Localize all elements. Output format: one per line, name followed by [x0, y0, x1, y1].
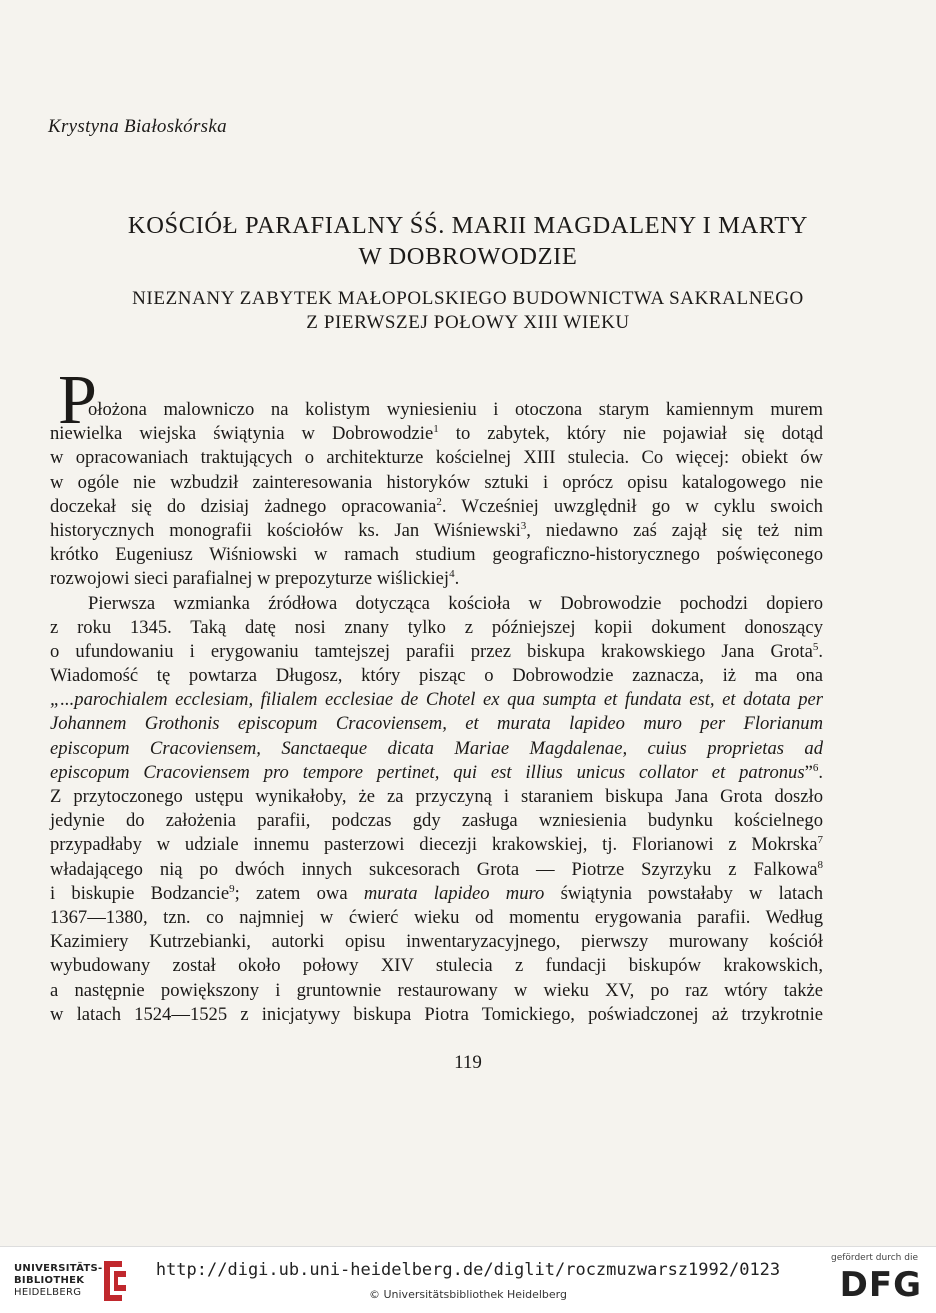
dfg-logo: DFG	[839, 1265, 922, 1305]
body-line: doczekał się do dzisiaj żadnego opracowania$^2$. Wcześniej uwzględnił go w cyklu swoich	[50, 495, 823, 517]
body-line: wybudowany został około połowy XIV stulecia z fundacji biskupów krakowskich,	[50, 955, 823, 977]
body-line: przypadłaby w udziale innemu pasterzowi diecezji krakowskiej, tj. Florianowi z Mokrska$^7$	[50, 834, 823, 856]
article-subtitle	[40, 287, 896, 335]
body-line: o ufundowaniu i erygowaniu tamtejszej parafii przez biskupa krakowskiego Jana Grota$^5$.	[50, 640, 823, 662]
viewer-footer	[0, 1246, 936, 1313]
body-text	[50, 398, 823, 1027]
body-line: 1367—1380, tzn. co najmniej w ćwierć wieku od momentu erygowania parafii. Według	[50, 906, 823, 928]
title-line-2: W DOBROWODZIE	[358, 243, 578, 270]
source-url-link[interactable]: http://digi.ub.uni-heidelberg.de/diglit/roczmuzwarsz1992/0123	[155, 1260, 781, 1280]
body-line: w latach 1524—1525 z inicjatywy biskupa Piotra Tomickiego, poświadczonej aż trzykrotnie	[50, 1003, 823, 1025]
author-name: Krystyna Białoskórska	[48, 116, 227, 137]
body-line: episcopum Cracoviensem pro tempore pertinet, qui est illius unicus collator et patronus”$^6$.	[50, 761, 823, 783]
drop-cap: P	[58, 362, 97, 439]
body-line: „...parochialem ecclesiam, filialem ecclesiae de Chotel ex qua sumpta et fundata est, et dotata per	[50, 689, 823, 711]
page-number: 119	[454, 1052, 482, 1073]
body-line: historycznych monografii kościołów ks. Jan Wiśniewski$^3$, niedawno zaś zajął się też nim	[50, 519, 823, 541]
subtitle-line-1: NIEZNANY ZABYTEK MAŁOPOLSKIEGO BUDOWNICTWA SAKRALNEGO	[132, 288, 804, 309]
body-line: i biskupie Bodzancie$^9$; zatem owa murata lapideo muro świątynia powstałaby w latach	[50, 882, 824, 904]
body-line: krótko Eugeniusz Wiśniowski w ramach studium geograficzno-historycznego poświęconego	[50, 544, 823, 566]
library-name: UNIVERSITÄTS- BIBLIOTHEK HEIDELBERG	[14, 1263, 103, 1298]
body-line: w ogóle nie wzbudził zainteresowania historyków sztuki i oprócz opisu katalogowego nie	[50, 471, 823, 493]
article-title	[40, 210, 896, 272]
title-line-1: KOŚCIÓŁ PARAFIALNY ŚŚ. MARII MAGDALENY I MARTY	[127, 212, 809, 239]
body-line: Kazimiery Kutrzebianki, autorki opisu inwentaryzacyjnego, pierwszy murowany kościół	[50, 931, 823, 953]
body-line: władającego nią po dwóch innych sukcesorach Grota — Piotrze Szyrzyku z Falkowa$^8$	[50, 858, 823, 880]
body-line: ołożona malowniczo na kolistym wyniesieniu i otoczona starym kamiennym murem	[88, 399, 823, 420]
body-line: niewielka wiejska świątynia w Dobrowodzie$^1$ to zabytek, który nie pojawiał się dotąd	[50, 423, 824, 445]
body-line: Z przytoczonego ustępu wynikałoby, że za przyczyną i staraniem biskupa Jana Grota doszło	[50, 786, 823, 807]
body-line: Wiadomość tę powtarza Długosz, który pisząc o Dobrowodzie zaznacza, iż ma ona	[50, 665, 823, 687]
body-line: jedynie do założenia parafii, podczas gdy zasługa wzniesienia budynku kościelnego	[50, 810, 823, 832]
copyright-text: © Universitätsbibliothek Heidelberg	[368, 1288, 567, 1301]
body-line: a następnie powiększony i gruntownie restaurowany w wieku XV, po raz wtóry także	[50, 979, 823, 1001]
body-line: rozwojowi sieci parafialnej w prepozyturze wiślickiej$^4$.	[50, 568, 460, 590]
funded-by-text: gefördert durch die	[831, 1253, 918, 1263]
subtitle-line-2: Z PIERWSZEJ POŁOWY XIII WIEKU	[306, 312, 630, 333]
body-line: Johannem Grothonis episcopum Cracoviensem, et murata lapideo muro per Florianum	[50, 713, 823, 735]
body-line: z roku 1345. Taką datę nosi znany tylko z późniejszej kopii dokument donoszący	[50, 616, 823, 638]
body-line: episcopum Cracoviensem, Sanctaeque dicata Mariae Magdalenae, cuius proprietas ad	[50, 737, 823, 759]
body-line: w opracowaniach traktujących o architekturze kościelnej XIII stulecia. Co więcej: obiekt ów	[50, 447, 823, 469]
body-line: Pierwsza wzmianka źródłowa dotycząca kościoła w Dobrowodzie pochodzi dopiero	[88, 592, 823, 614]
